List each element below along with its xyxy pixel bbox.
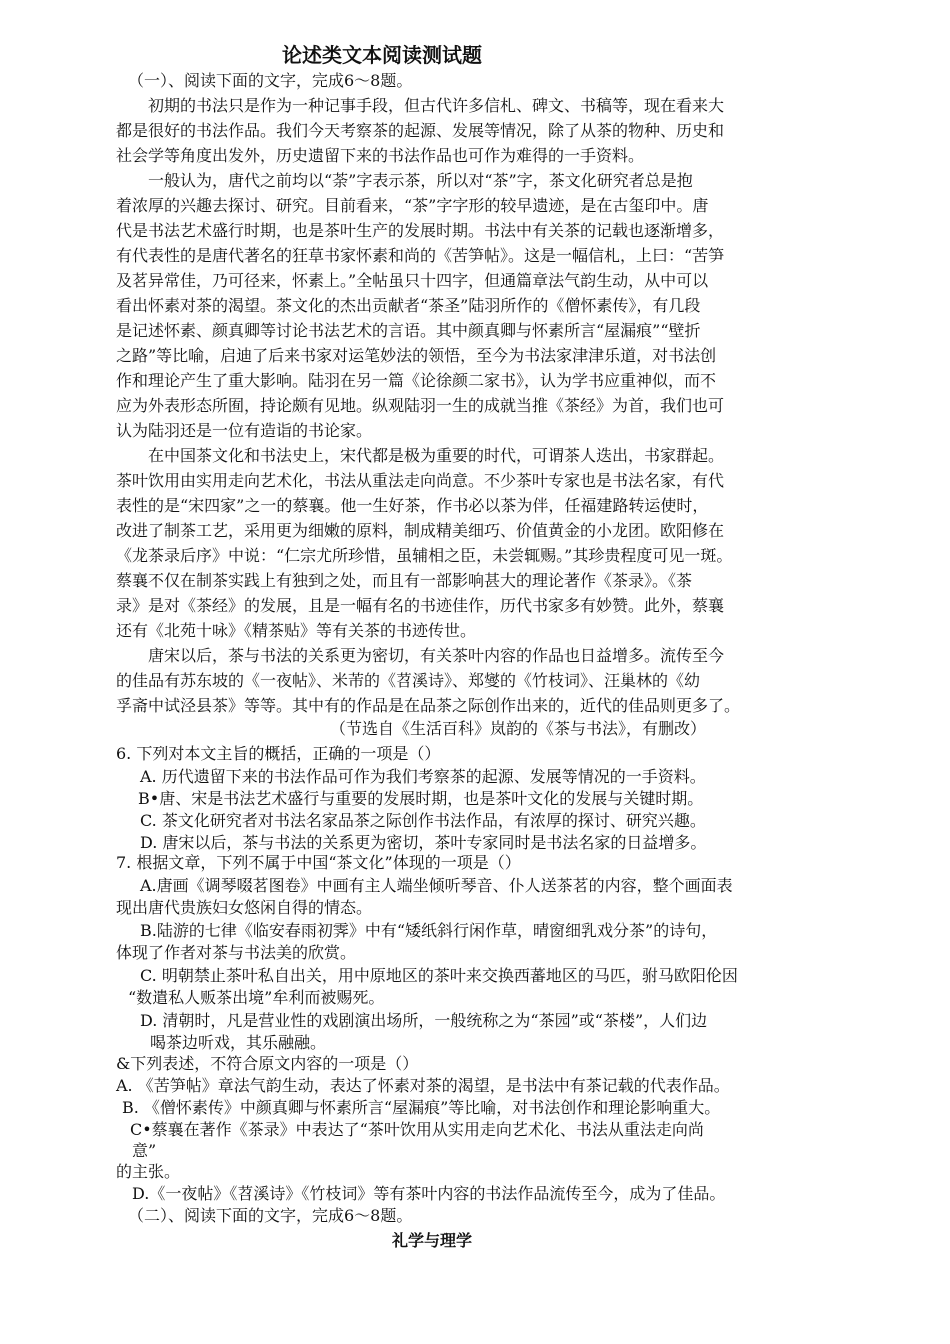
paragraph-line: 蔡襄不仅在制茶实践上有独到之处，而且有一部影响甚大的理论著作《茶录》。《茶 (116, 571, 693, 590)
paragraph-line: 改进了制茶工艺，采用更为细嫩的原料，制成精美细巧、价值黄金的小龙团。欧阳修在 (116, 521, 725, 540)
section-header: （二）、阅读下面的文字，完成6～8题。 (128, 1206, 413, 1225)
option-line: A. 《苦笋帖》章法气韵生动，表达了怀素对茶的渴望，是书法中有茶记载的代表作品。 (116, 1076, 730, 1095)
paragraph-line: 《龙茶录后序》中说：“仁宗尤所珍惜，虽辅相之臣，未尝辄赐。”其珍贵程度可见一斑。 (116, 546, 733, 565)
paragraph-line: 代是书法艺术盛行时期，也是茶叶生产的发展时期。书法中有关茶的记载也逐渐增多， (116, 221, 725, 240)
option-line: 意” (132, 1141, 157, 1160)
option-line: 的主张。 (116, 1162, 181, 1181)
option-line: 喝茶边听戏，其乐融融。 (150, 1033, 327, 1052)
paragraph-line: 唐宋以后，茶与书法的关系更为密切，有关茶叶内容的作品也日益增多。流传至今 (148, 646, 725, 665)
question-stem: 6. 下列对本文主旨的概括，正确的一项是（） (116, 744, 441, 763)
question-stem: &下列表述，不符合原文内容的一项是（） (116, 1054, 419, 1073)
option-line: B•唐、宋是书法艺术盛行与重要的发展时期，也是茶叶文化的发展与关键时期。 (138, 789, 704, 808)
paragraph-line: 表性的是“宋四家”之一的蔡襄。他一生好茶，作书必以茶为伴，任福建路转运使时， (116, 496, 709, 515)
option-line: “数遣私人贩茶出境”牟利而被赐死。 (128, 988, 385, 1007)
paragraph-line: 是记述怀素、颜真卿等讨论书法艺术的言语。其中颜真卿与怀素所言“屋漏痕”“壁折 (116, 321, 701, 340)
paragraph-line: 的佳品有苏东坡的《一夜帖》、米芾的《苕溪诗》、郑燮的《竹枝词》、汪巢林的《幼 (116, 671, 701, 690)
option-line: C. 茶文化研究者对书法名家品茶之际创作书法作品，有浓厚的探讨、研究兴趣。 (140, 811, 706, 830)
page-title: 论述类文本阅读测试题 (282, 43, 482, 67)
paragraph-line: 有代表性的是唐代著名的狂草书家怀素和尚的《苦笋帖》。这是一幅信札，上曰：“苦笋 (116, 246, 725, 265)
option-line: D.《一夜帖》《苕溪诗》《竹枝词》等有茶叶内容的书法作品流传至今，成为了佳品。 (132, 1184, 726, 1203)
option-line: A.唐画《调琴啜茗图卷》中画有主人端坐倾听琴音、仆人送茶茗的内容，整个画面表 (140, 876, 733, 895)
option-line: 体现了作者对茶与书法美的欣赏。 (116, 943, 357, 962)
option-line: A. 历代遗留下来的书法作品可作为我们考察茶的起源、发展等情况的一手资料。 (140, 767, 706, 786)
source-citation: （节选自《生活百科》岚韵的《茶与书法》，有删改） (330, 719, 707, 738)
paragraph-line: 社会学等角度出发外，历史遗留下来的书法作品也可作为难得的一手资料。 (116, 146, 645, 165)
paragraph-line: 还有《北苑十咏》《精茶贴》等有关茶的书迹传世。 (116, 621, 477, 640)
paragraph-line: 着浓厚的兴趣去探讨、研究。目前看来，“茶”字字形的较早遗迹，是在古玺印中。唐 (116, 196, 709, 215)
option-line: 现出唐代贵族妇女悠闲自得的情态。 (116, 898, 373, 917)
paragraph-line: 一般认为，唐代之前均以“荼”字表示茶，所以对“茶”字，茶文化研究者总是抱 (148, 171, 693, 190)
option-line: C. 明朝禁止茶叶私自出关，用中原地区的茶叶来交换西蕃地区的马匹，驸马欧阳伦因 (140, 966, 738, 985)
option-line: D. 清朝时，凡是营业性的戏剧演出场所，一般统称之为“茶园”或“茶楼”，人们边 (140, 1011, 708, 1030)
paragraph-line: 认为陆羽还是一位有造诣的书论家。 (116, 421, 373, 440)
paragraph-line: 之路”等比喻，启迪了后来书家对运笔妙法的领悟，至今为书法家津津乐道，对书法创 (116, 346, 717, 365)
paragraph-line: 初期的书法只是作为一种记事手段，但古代许多信札、碑文、书稿等，现在看来大 (148, 96, 725, 115)
paragraph-line: 孚斋中试泾县茶》等等。其中有的作品是在品茶之际创作出来的，近代的佳品则更多了。 (116, 696, 741, 715)
section-title: 礼学与理学 (392, 1231, 473, 1250)
paragraph-line: 及茗异常佳，乃可径来，怀素上。”全帖虽只十四字，但通篇章法气韵生动，从中可以 (116, 271, 709, 290)
option-line: B. 《僧怀素传》中颜真卿与怀素所言“屋漏痕”等比喻，对书法创作和理论影响重大。 (122, 1098, 721, 1117)
paragraph-line: 应为外表形态所囿，持论颇有见地。纵观陆羽一生的成就当推《茶经》为首，我们也可 (116, 396, 725, 415)
question-stem: 7. 根据文章，下列不属于中国“茶文化”体现的一项是（） (116, 853, 521, 872)
option-line: D. 唐宋以后，茶与书法的关系更为密切，茶叶专家同时是书法名家的日益增多。 (140, 833, 707, 852)
paragraph-line: 茶叶饮用由实用走向艺术化，书法从重法走向尚意。不少茶叶专家也是书法名家，有代 (116, 471, 725, 490)
paragraph-line: 作和理论产生了重大影响。陆羽在另一篇《论徐颜二家书》，认为学书应重神似，而不 (116, 371, 717, 390)
option-line: B.陆游的七律《临安春雨初霁》中有“矮纸斜行闲作草，晴窗细乳戏分茶”的诗句， (140, 921, 718, 940)
paragraph-line: 录》是对《茶经》的发展，且是一幅有名的书迹佳作，历代书家多有妙赞。此外，蔡襄 (116, 596, 725, 615)
paragraph-line: 都是很好的书法作品。我们今天考察茶的起源、发展等情况，除了从茶的物种、历史和 (116, 121, 725, 140)
section-header: （一）、阅读下面的文字，完成6～8题。 (128, 71, 413, 90)
option-line: C•蔡襄在著作《茶录》中表达了“茶叶饮用从实用走向艺术化、书法从重法走向尚 (130, 1120, 704, 1139)
paragraph-line: 在中国茶文化和书法史上，宋代都是极为重要的时代，可谓茶人迭出，书家群起。 (148, 446, 725, 465)
paragraph-line: 看出怀素对茶的渴望。茶文化的杰出贡献者“茶圣”陆羽所作的《僧怀素传》，有几段 (116, 296, 701, 315)
